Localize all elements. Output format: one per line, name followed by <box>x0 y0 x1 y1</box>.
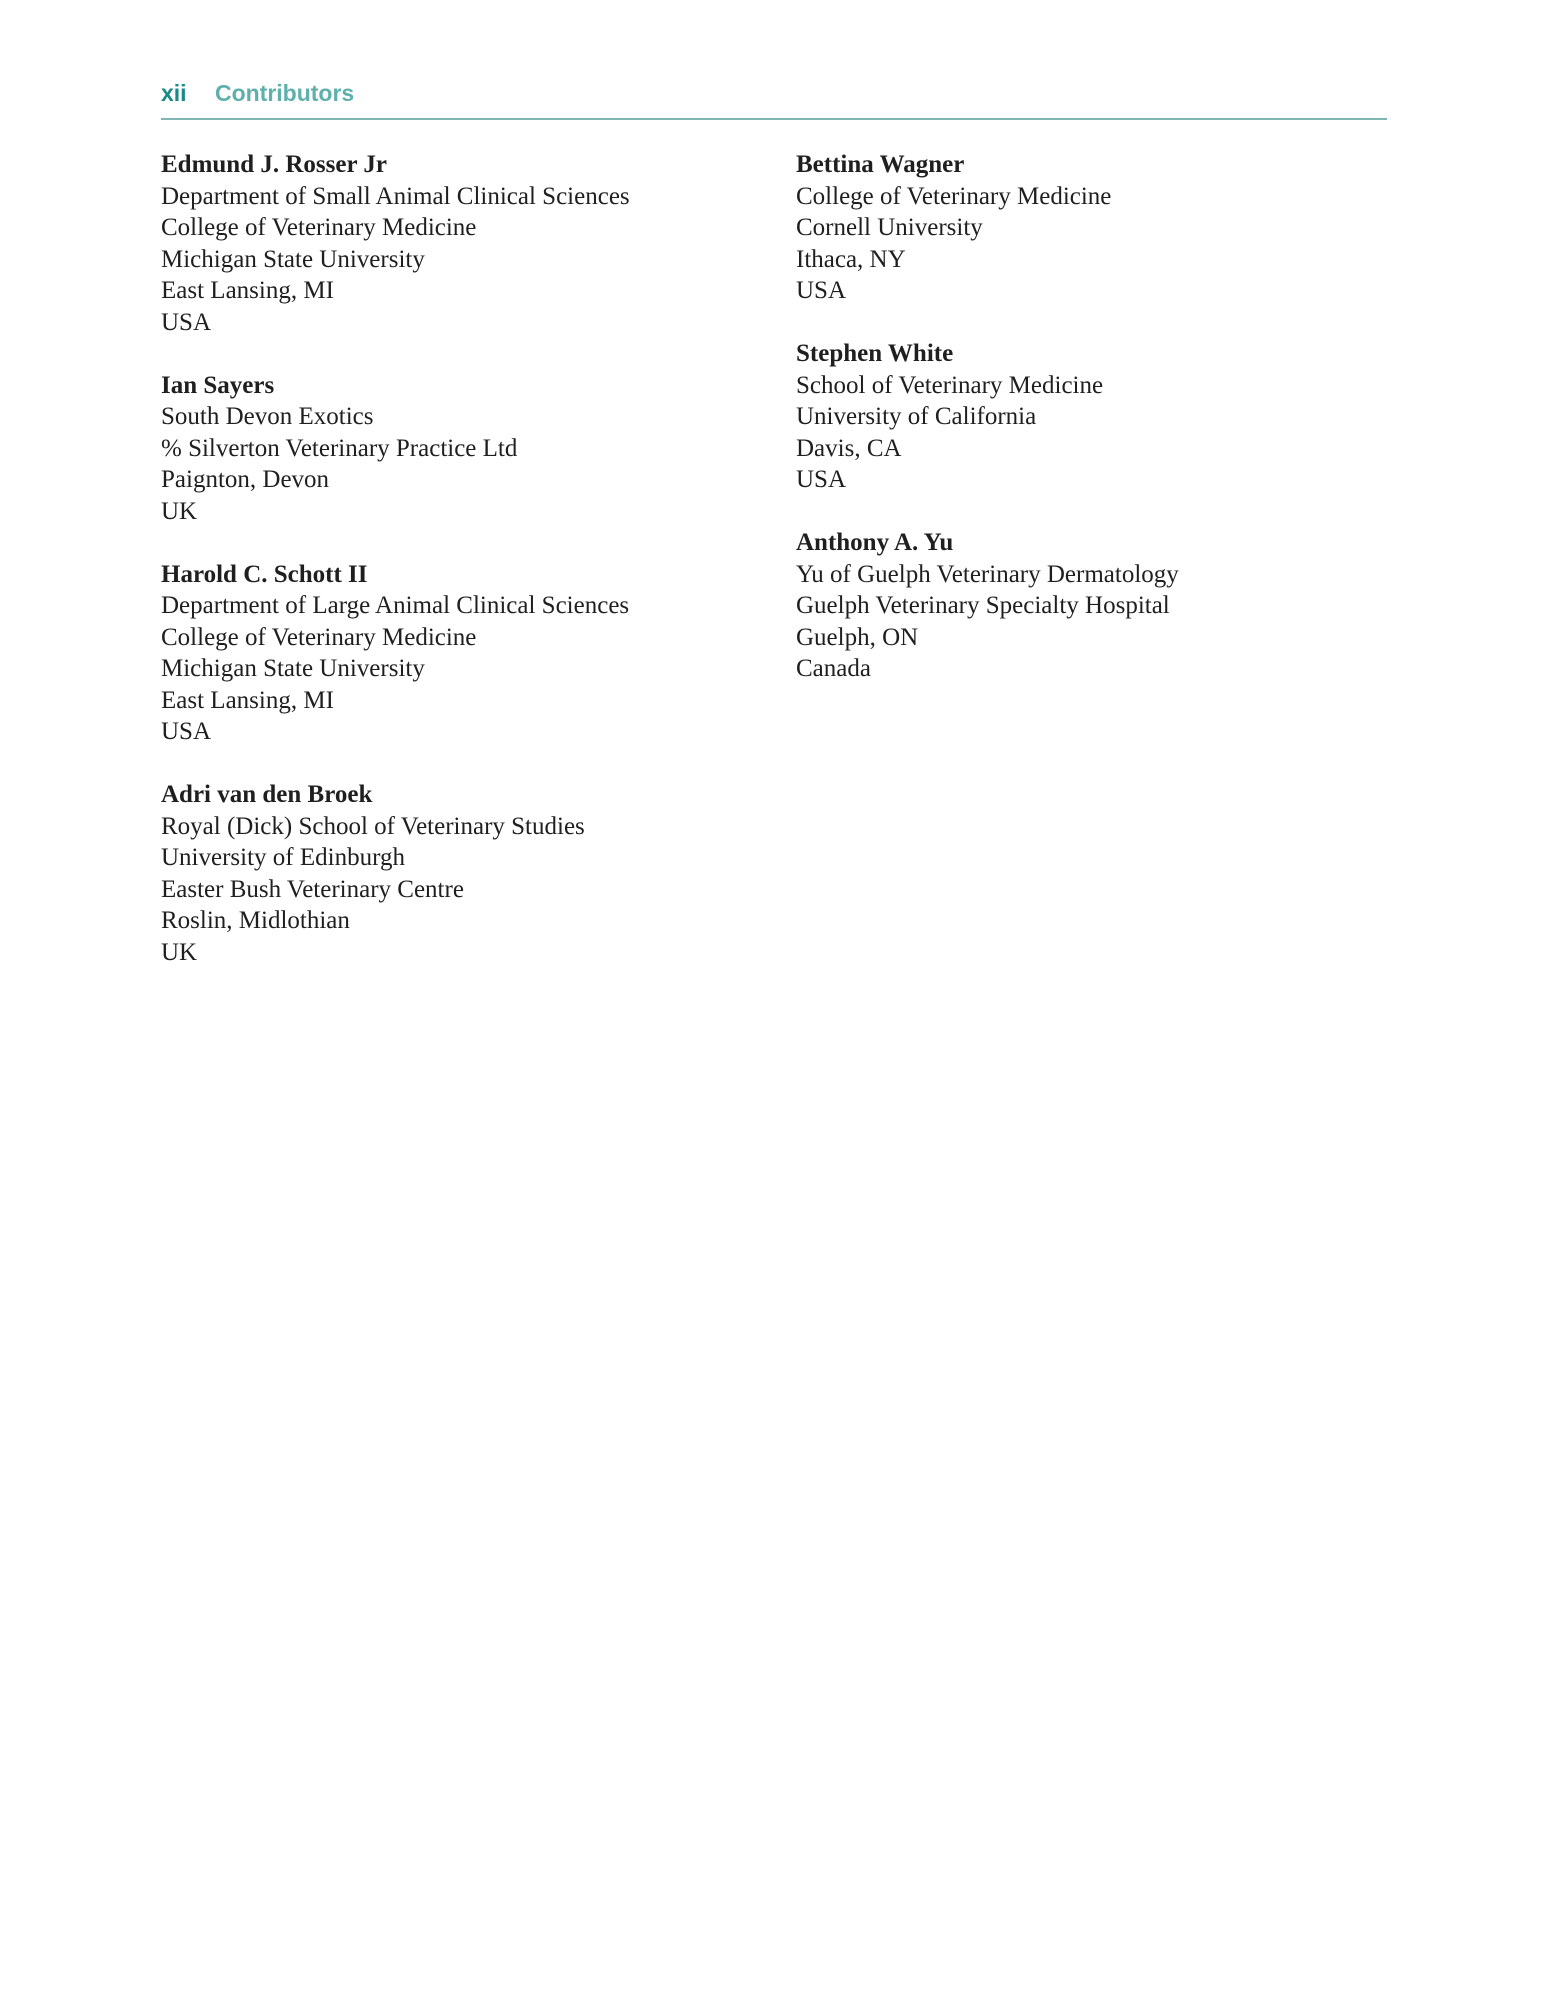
contributor-affiliation-line: Davis, CA <box>796 434 902 462</box>
contributor-affiliation-line: Easter Bush Veterinary Centre <box>161 875 464 903</box>
contributor-affiliation-line: UK <box>161 497 198 525</box>
contributor-affiliation-line: East Lansing, MI <box>161 686 334 714</box>
contributor-name: Harold C. Schott II <box>161 560 368 588</box>
contributor-affiliation-line: Michigan State University <box>161 655 425 682</box>
contributor-affiliation-line: Canada <box>796 655 871 682</box>
contributor-name: Anthony A. Yu <box>796 529 954 556</box>
contributor-affiliation-line: College of Veterinary Medicine <box>161 623 477 651</box>
running-head <box>161 78 1387 120</box>
contributor-affiliation-line: Royal (Dick) School of Veterinary Studies <box>161 812 585 840</box>
contributor-affiliation-line: Department of Large Animal Clinical Sciences <box>161 592 630 619</box>
contributor-affiliation-line: USA <box>161 718 212 745</box>
contributor-affiliation-line: Roslin, Midlothian <box>161 907 350 934</box>
contributor-affiliation-line: Michigan State University <box>161 245 425 273</box>
contributor-affiliation-line: Guelph, ON <box>796 623 919 651</box>
contributor-affiliation-line: USA <box>161 308 212 336</box>
contributors-column-right <box>796 149 1396 716</box>
contributor-affiliation-line: Ithaca, NY <box>796 245 906 273</box>
contributor-affiliation-line: Department of Small Animal Clinical Sciences <box>161 182 630 210</box>
contributor-affiliation-line: School of Veterinary Medicine <box>796 371 1104 399</box>
contributor-affiliation-line: % Silverton Veterinary Practice Ltd <box>161 434 518 462</box>
contributor-affiliation-line: UK <box>161 938 198 966</box>
contributor-affiliation-line: USA <box>796 466 847 493</box>
contributor-affiliation-line: Yu of Guelph Veterinary Dermatology <box>796 560 1179 588</box>
contributor-name: Edmund J. Rosser Jr <box>161 151 387 178</box>
contributor-name: Bettina Wagner <box>796 151 965 178</box>
contributor-affiliation-line: Cornell University <box>796 214 983 241</box>
section-title: Contributors <box>214 80 355 106</box>
contributor-entry <box>796 527 1396 685</box>
contributors-column-left <box>161 149 761 1000</box>
contributor-entry <box>796 149 1396 307</box>
contributor-name: Ian Sayers <box>161 371 275 399</box>
contributor-affiliation-line: South Devon Exotics <box>161 403 374 430</box>
contributor-entry <box>161 559 761 748</box>
contributor-name: Stephen White <box>796 340 954 367</box>
contributor-affiliation-line: University of California <box>796 403 1037 430</box>
contributor-entry <box>161 149 761 338</box>
page-number: xii <box>161 80 187 106</box>
contributor-entry <box>161 779 761 968</box>
contributor-entry <box>796 338 1396 496</box>
contributor-affiliation-line: Guelph Veterinary Specialty Hospital <box>796 592 1170 619</box>
contributor-affiliation-line: Paignton, Devon <box>161 466 330 493</box>
contributor-name: Adri van den Broek <box>161 781 373 808</box>
contributor-affiliation-line: College of Veterinary Medicine <box>161 214 477 241</box>
contributor-affiliation-line: East Lansing, MI <box>161 277 334 304</box>
contributor-entry <box>161 370 761 528</box>
contributor-affiliation-line: University of Edinburgh <box>161 844 405 871</box>
contributor-affiliation-line: USA <box>796 277 847 304</box>
contributor-affiliation-line: College of Veterinary Medicine <box>796 182 1112 210</box>
